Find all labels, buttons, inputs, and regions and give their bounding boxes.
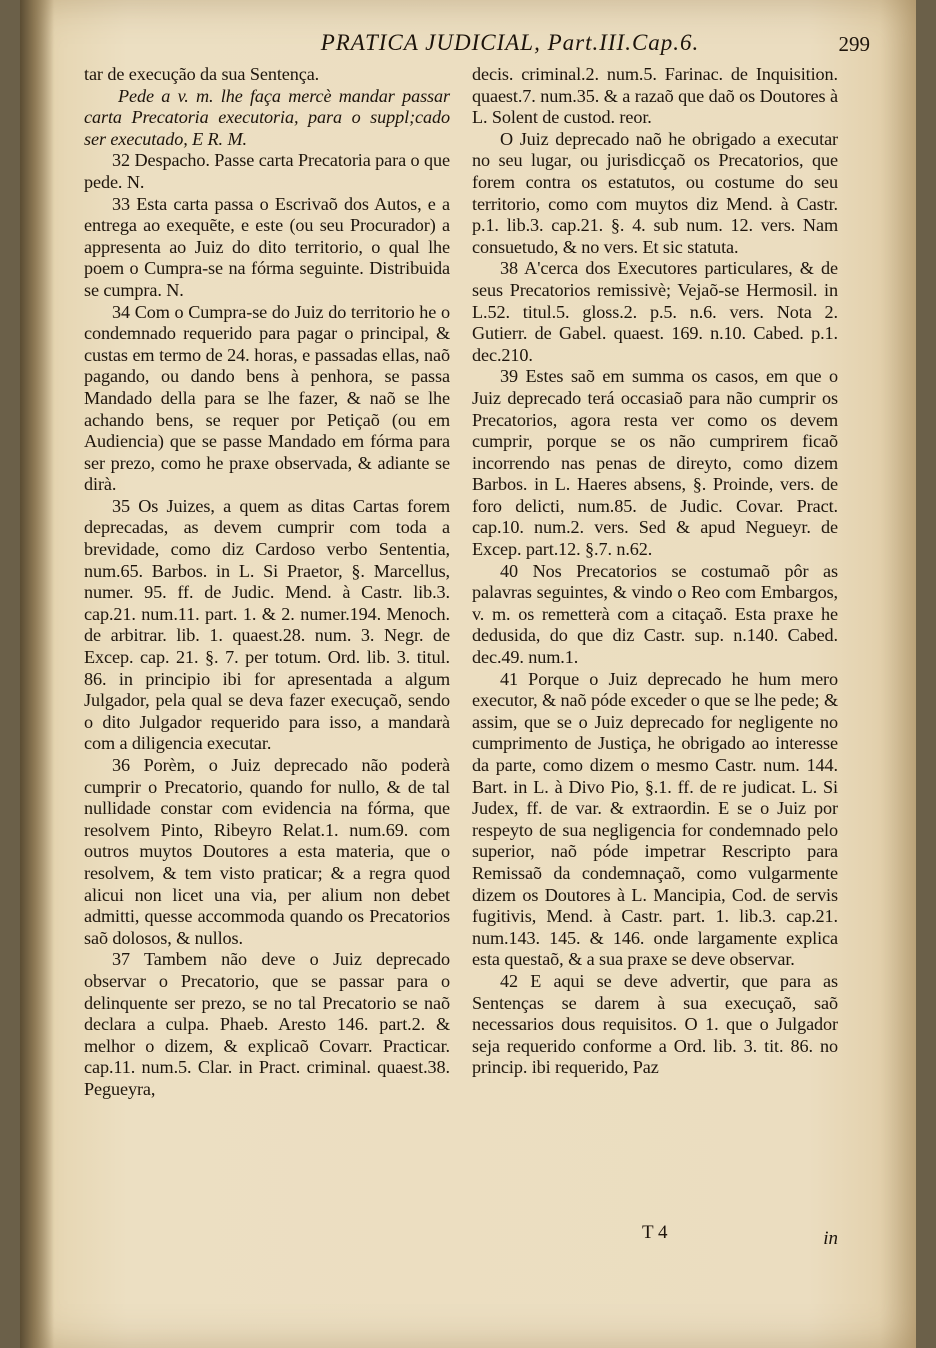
book-gutter [20,0,54,1348]
paragraph: 38 A'cerca dos Executores particulares, & de seus Precatorios remissivè; Vejaõ-se Hermosil. in L.52. titul.5. gloss.2. p.5. n.6. vers. Nota 2. Gutierr. de Gabel. quaest. 169. n.10. Cabed. p.1. dec.210. [472,258,838,365]
paragraph: 42 E aqui se deve advertir, que para as Sentenças se darem à sua execuçaõ, saõ necessarios dous requisitos. O 1. que o Julgador seja requerido conforme a Ord. lib. 3. tit. 86. no princip. ibi requerido, Paz [472,970,838,1078]
page-header [80,30,870,66]
paragraph: 36 Porèm, o Juiz deprecado não poderà cumprir o Precatorio, quando for nullo, & de tal nullidade constar com evidencia na fórma, que resolvem Pinto, Ribeyro Relat.1. num.69. com outros muytos Doutores a esta materia, que o resolvem, & tem visto praticar; & a regra quod alicui non licet una via, per alium non debet admitti, quesse accommoda quando os Precatorios saõ dolosos, & nullos. [84,755,450,948]
running-title: PRATICA JUDICIAL, Part.III.Cap.6. [320,30,700,55]
paragraph: Pede a v. m. lhe faça mercè mandar passar carta Precatoria executoria, para o suppl;cado ser executado, E R. M. [84,85,450,149]
right-column [472,64,838,1079]
paragraph: 40 Nos Precatorios se costumaõ pôr as palavras seguintes, & vindo o Reo com Embargos, v. m. os remetterà com a citaçaõ. Esta praxe he dedusida, do que diz Castr. sup. n.140. Cabed. dec.49. num.1. [472,560,838,668]
paragraph: 37 Tambem não deve o Juiz deprecado observar o Precatorio, que se passar para o delinquente ser prezo, se no tal Precatorio se naõ declara a culpa. Phaeb. Aresto 146. part.2. & melhor o dizem, & explicaõ Covarr. Practicar. cap.11. num.5. Clar. in Pract. criminal. quaest.38. Pegueyra, [84,949,450,1099]
signature-mark: T 4 [642,1222,668,1243]
paragraph: 39 Estes saõ em summa os casos, em que o Juiz deprecado terá occasiaõ para não cumprir os Precatorios, agora resta ver como os devem cumprir, porque se os não cumprirem ficaõ incorrendo nas penas de direyto, como dizem Barbos. in L. Haeres absens, §. Proinde, vers. de foro delicti, num.85. de Judic. Covar. Pract. cap.10. num.2. vers. Sed & apud Negueyr. de Excep. part.12. §.7. n.62. [472,366,838,560]
paragraph: 35 Os Juizes, a quem as ditas Cartas forem deprecadas, as devem cumprir com toda a brevidade, como diz Cardoso verbo Sententia, num.65. Barbos. in L. Si Praetor, §. Marcellus, numer. 95. ff. de Judic. Mend. à Castr. lib.3. cap.21. num.11. part. 1. & 2. numer.194. Menoch. de arbitrar. lib. 1. quaest.28. num. 3. Negr. de Excep. cap. 21. §. 7. per totum. Ord. lib. 3. titul. 86. in principio ibi for apresentada a algum Julgador, pela qual se deva fazer execuçaõ, sendo o dito Julgador requerido para isso, a mandarà com a diligencia executar. [84,495,450,754]
paragraph: tar de execução da sua Sentença. [84,64,320,84]
book-page [20,0,916,1348]
paragraph: 34 Com o Cumpra-se do Juiz do territorio he o condemnado requerido para pagar o principal, & custas em termo de 24. horas, e passadas ellas, naõ pagando, ou dando bens à penhora, se passa Mandado della para se lhe fazer, & naõ se lhe achando bens, se requer por Petiçaõ (ou em Audiencia) que se passe Mandado em fórma para ser prezo, como he praxe observada, & adiante se dirà. [84,301,450,495]
page-footer [472,1222,838,1248]
catchword: in [823,1228,838,1249]
paragraph: decis. criminal.2. num.5. Farinac. de Inquisition. quaest.7. num.35. & a razaõ que daõ os Doutores à L. Solent de custod. reor. [472,64,838,128]
paragraph: O Juiz deprecado naõ he obrigado a executar no seu lugar, ou jurisdicçaõ os Precatorios, que forem contra os estatutos, ou costume do seu territorio, como com muytos diz Mend. à Castr. p.1. lib.3. cap.21. §. 4. sub num. 12. vers. Nam consuetudo, & no vers. Et sic statuta. [472,128,838,257]
paragraph: 33 Esta carta passa o Escrivaõ dos Autos, e a entrega ao exequẽte, e este (ou seu Procurador) a appresenta ao Juiz do dito territorio, o qual lhe poem o Cumpra-se na fórma seguinte. Distribuida se cumpra. N. [84,193,450,300]
left-column [84,64,450,1101]
page-number: 299 [838,32,870,56]
paragraph: 32 Despacho. Passe carta Precatoria para o que pede. N. [84,150,450,192]
paragraph: 41 Porque o Juiz deprecado he hum mero executor, & naõ póde exceder o que se lhe pede; & assim, que se o Juiz deprecado for negligente no cumprimento de Justiça, he obrigado ao interesse da parte, como dizem o mesmo Castr. num. 144. Bart. in L. à Divo Pio, §.1. ff. de re judicat. L. Si Judex, ff. de var. & extraordin. E se o Juiz por respeyto de sua negligencia for condemnado pelo superior, naõ póde impetrar Rescripto para Remissaõ da condemnaçaõ, como vulgarmente dizem os Doutores à L. Mancipia, Cod. de servis fugitivis, Mend. à Castr. part. 1. lib.3. cap.21. num.143. 145. & 146. onde largamente explica esta questaõ, & a sua praxe se deve observar. [472,668,838,970]
